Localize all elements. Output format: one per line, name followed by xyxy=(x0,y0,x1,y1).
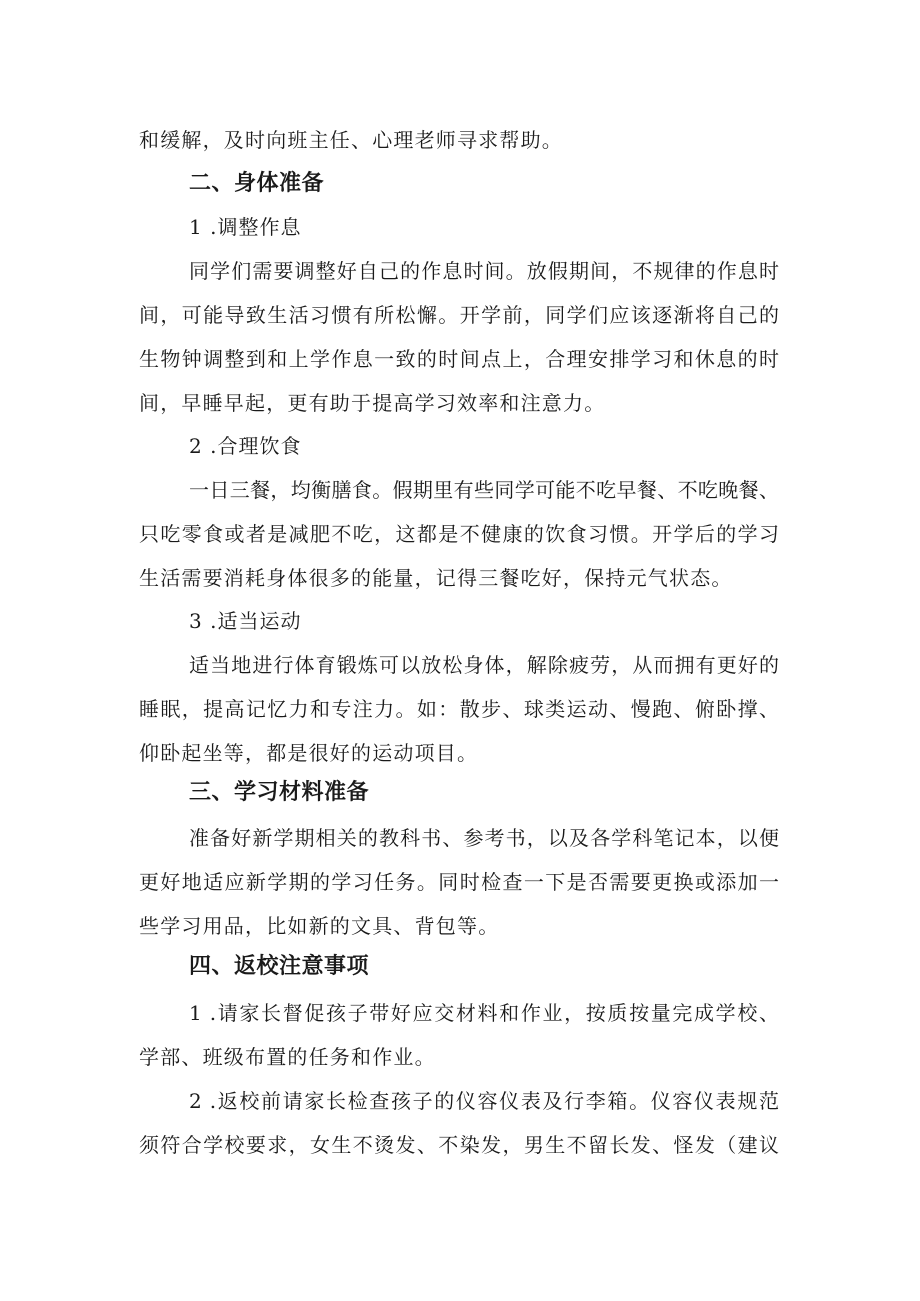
paragraph-line: 一日三餐，均衡膳食。假期里有些同学可能不吃早餐、不吃晚餐、 xyxy=(189,478,779,502)
paragraph-line: 些学习用品，比如新的文具、背包等。 xyxy=(139,914,500,938)
paragraph-line: 生物钟调整到和上学作息一致的时间点上，合理安排学习和休息的时 xyxy=(139,347,779,371)
paragraph-line: 2 .返校前请家长检查孩子的仪容仪表及行李箱。仪容仪表规范 xyxy=(189,1089,779,1113)
paragraph-line: 和缓解，及时向班主任、心理老师寻求帮助。 xyxy=(139,128,563,152)
paragraph-line: 仰卧起坐等，都是很好的运动项目。 xyxy=(139,741,479,765)
paragraph-line: 准备好新学期相关的教科书、参考书，以及各学科笔记本，以便 xyxy=(189,826,779,850)
paragraph-line: 睡眠，提高记忆力和专注力。如：散步、球类运动、慢跑、俯卧撑、 xyxy=(139,697,779,721)
paragraph-line: 1 .请家长督促孩子带好应交材料和作业，按质按量完成学校、 xyxy=(189,1001,779,1025)
paragraph-line: 只吃零食或者是减肥不吃，这都是不健康的饮食习惯。开学后的学习 xyxy=(139,522,779,546)
subheading-adjust-schedule: 1 .调整作息 xyxy=(189,215,302,239)
paragraph-line: 更好地适应新学期的学习任务。同时检查一下是否需要更换或添加一 xyxy=(139,870,779,894)
paragraph-line: 学部、班级布置的任务和作业。 xyxy=(139,1045,436,1069)
paragraph-line: 同学们需要调整好自己的作息时间。放假期间，不规律的作息时 xyxy=(189,259,779,283)
paragraph-line: 适当地进行体育锻炼可以放松身体，解除疲劳，从而拥有更好的 xyxy=(189,653,779,677)
section-heading-body-prep: 二、身体准备 xyxy=(189,171,325,196)
paragraph-line: 间，早睡早起，更有助于提高学习效率和注意力。 xyxy=(139,391,606,415)
section-heading-study-materials: 三、学习材料准备 xyxy=(189,780,370,805)
paragraph-line: 生活需要消耗身体很多的能量，记得三餐吃好，保持元气状态。 xyxy=(139,566,733,590)
subheading-proper-exercise: 3 .适当运动 xyxy=(189,609,302,633)
paragraph-line: 间，可能导致生活习惯有所松懈。开学前，同学们应该逐渐将自己的 xyxy=(139,303,779,327)
paragraph-line: 须符合学校要求，女生不烫发、不染发，男生不留长发、怪发（建议 xyxy=(139,1133,779,1157)
section-heading-return-notes: 四、返校注意事项 xyxy=(189,954,370,979)
subheading-reasonable-diet: 2 .合理饮食 xyxy=(189,434,302,458)
